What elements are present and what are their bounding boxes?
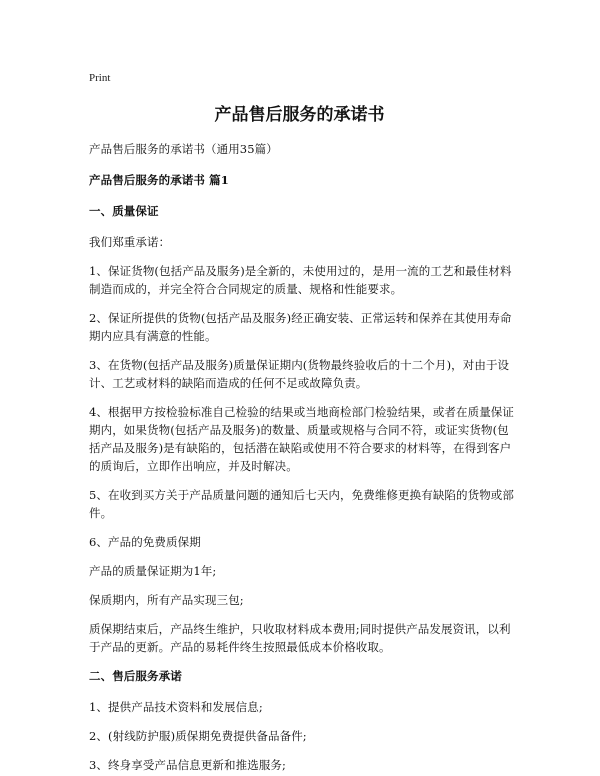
paragraph: 1、提供产品技术资料和发展信息; [89,700,263,714]
article-heading: 产品售后服务的承诺书 篇1 [89,173,229,187]
document-subtitle: 产品售后服务的承诺书（通用35篇） [89,142,278,156]
page-title: 产品售后服务的承诺书 [214,105,385,125]
paragraph: 保质期内，所有产品实现三包; [89,593,244,607]
paragraph: 5、在收到买方关于产品质量问题的通知后七天内，免费维修更换有缺陷的货物或部件。 [89,488,515,520]
paragraph: 2、保证所提供的货物(包括产品及服务)经正确安装、正常运转和保养在其使用寿命期内应具有满意的性能。 [89,311,512,343]
section-heading-quality: 一、质量保证 [89,204,159,218]
paragraph: 3、终身享受产品信息更新和推选服务; [89,758,286,772]
paragraph: 2、(射线防护服)质保期免费提供备品备件; [89,729,307,743]
print-link[interactable]: Print [89,72,111,84]
paragraph: 产品的质量保证期为1年; [89,564,217,578]
paragraph: 1、保证货物(包括产品及服务)是全新的，未使用过的，是用一流的工艺和最佳材料制造而成的，并完全符合合同规定的质量、规格和性能要求。 [89,264,512,296]
paragraph: 我们郑重承诺： [89,235,171,249]
section-heading-after-sales: 二、售后服务承诺 [89,669,182,683]
paragraph: 3、在货物(包括产品及服务)质量保证期内(货物最终验收后的十二个月)，对由于设计、工艺或材料的缺陷而造成的任何不足或故障负责。 [89,358,510,390]
paragraph: 6、产品的免费质保期 [89,535,201,549]
paragraph: 4、根据甲方按检验标准自己检验的结果或当地商检部门检验结果，或者在质量保证期内，如果货物(包括产品及服务)的数量、质量或规格与合同不符，或证实货物(包括产品及服务)是有缺陷的，包括潜在缺陷或使用不符合要求的材料等，在得到客户的质询后，立即作出响应，并及时解决。 [89,405,515,473]
paragraph: 质保期结束后，产品终生维护，只收取材料成本费用;同时提供产品发展资讯，以利于产品的更新。产品的易耗件终生按照最低成本价格收取。 [89,622,511,654]
